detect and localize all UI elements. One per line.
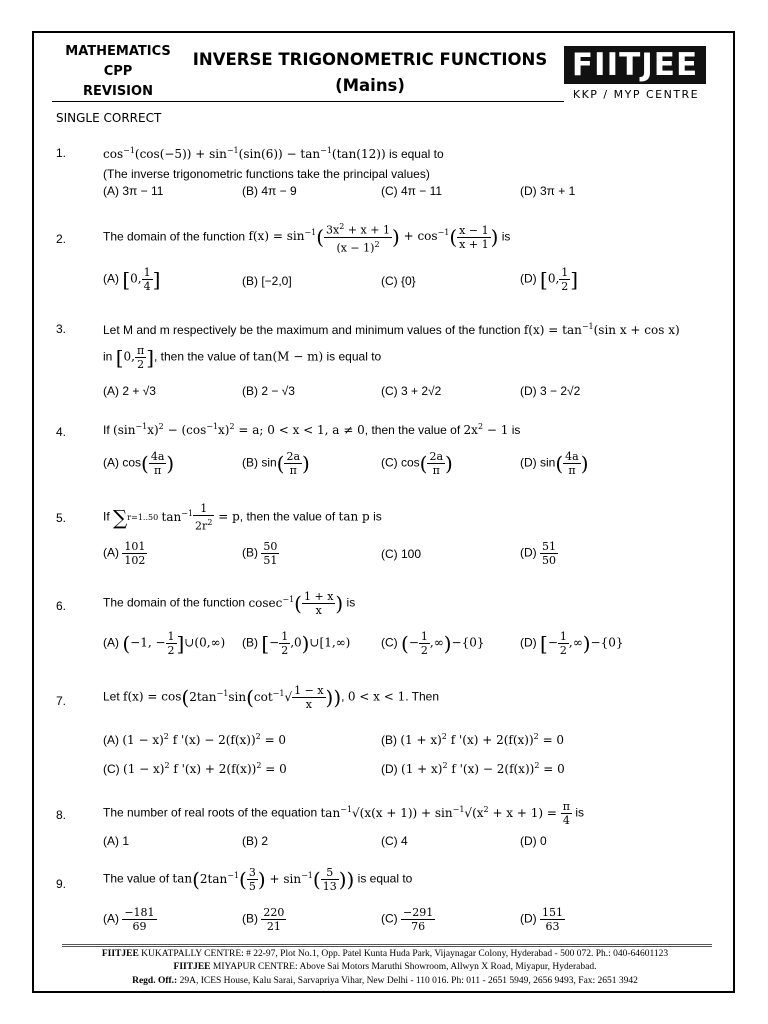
option-d: (D) 3 − 2√2 [520, 384, 581, 398]
footer-miyapur: FIITJEE MIYAPUR CENTRE: Above Sai Motors Maruthi Showroom, Allwyn X Road, Miyapur, Hyderabad. [173, 962, 597, 972]
centre-label: KKP / MYP CENTRE [572, 88, 700, 101]
option-c: (C) $(1 - x)^2$ f '$(x) + 2(f(x))^2 = 0$ [103, 761, 287, 776]
option-d: (D) sin( $\frac{4a}{\pi}$ ) [520, 450, 589, 477]
option-a: (A) cos( $\frac{4a}{\pi}$ ) [103, 450, 175, 477]
question-3-text-cont: in [0, $\frac{\pi}{2}$ ], then the value of tan(M − m) is equal to [103, 344, 382, 371]
page-title: INVERSE TRIGONOMETRIC FUNCTIONS [192, 50, 548, 69]
option-b: (B) 2 − √3 [242, 384, 295, 398]
question-number: 3. [56, 322, 67, 336]
option-a: (A) $\frac{-181}{69}$ [103, 906, 155, 933]
question-2-text: The domain of the function $f(x) = \sin^{-1}$( $\frac{3x^2 + x + 1}{(x - 1)^2}$ ) + $\cos^{-1}$( $\frac{x - 1}{x + 1}$ ) is [103, 222, 511, 255]
option-d: (D) [− $\frac{1}{2}$ ,∞)−{0} [520, 630, 624, 657]
footer-kukatpally: FIITJEE KUKATPALLY CENTRE: # 22-97, Plot No.1, Opp. Patel Kunta Huda Park, Vijaynagar Colony, Hyderabad - 500 072. Ph.: 040-64601123 [101, 949, 669, 959]
option-c: (C) {0} [381, 274, 416, 288]
question-9-text: The value of $\tan(2\tan^{-1}$( $\frac{3}{5}$ ) + $\sin^{-1}$( $\frac{5}{13}$ )) is equal to [103, 866, 413, 893]
question-1-text: $\cos^{-1}(\cos(-5)) + \sin^{-1}(\sin(6)) - \tan^{-1}(\tan(12))$ is equal to [103, 146, 444, 161]
question-number: 7. [56, 694, 67, 708]
option-b: (B) 2 [242, 834, 269, 848]
question-7-text: Let $f(x) = \cos(2\tan^{-1}\sin(\cot^{-1}√$ $\frac{1 - x}{x}$ )), 0 < x < 1. Then [103, 684, 440, 711]
question-number: 9. [56, 877, 67, 891]
option-c: (C) cos( $\frac{2a}{\pi}$ ) [381, 450, 453, 477]
option-b: (B) sin( $\frac{2a}{\pi}$ ) [242, 450, 310, 477]
cpp-label: CPP [103, 64, 133, 79]
question-number: 5. [56, 511, 67, 525]
page-subtitle: (Mains) [335, 76, 405, 95]
option-d: (D) $\frac{51}{50}$ [520, 540, 557, 567]
option-a: (A) $(1 - x)^2$ f '$(x) - 2(f(x))^2 = 0$ [103, 732, 287, 747]
option-d: (D) 0 [520, 834, 547, 848]
question-number: 2. [56, 232, 67, 246]
question-1-note: (The inverse trigonometric functions take the principal values) [103, 167, 430, 181]
option-c: (C) 4 [381, 834, 408, 848]
option-a: (A) (−1, − $\frac{1}{2}$ ]∪(0,∞) [103, 630, 226, 657]
question-4-text: If $(\sin^{-1}x)^2 - (\cos^{-1}x)^2 = a$; 0 < x < 1, a ≠ 0, then the value of $2x^2 - 1$ is [103, 422, 521, 437]
subject-label: MATHEMATICS [65, 44, 171, 59]
option-d: (D) $(1 + x)^2$ f '$(x) - 2(f(x))^2 = 0$ [381, 761, 565, 776]
question-3-text: Let M and m respectively be the maximum and minimum values of the function $f(x) = \tan^{-1}(\sin$ x + cos x) [103, 322, 680, 337]
option-d: (D) $\frac{151}{63}$ [520, 906, 564, 933]
question-8-text: The number of real roots of the equation $\tan^{-1}√(x(x + 1)) + \sin^{-1}√(x^2 + x + 1)$ = $\frac{\pi}{4}$ is [103, 800, 584, 827]
option-b: (B) $\frac{220}{21}$ [242, 906, 285, 933]
option-b: (B) $\frac{50}{51}$ [242, 540, 278, 567]
question-number: 6. [56, 599, 67, 613]
option-a: (A) 3π − 11 [103, 184, 164, 198]
question-number: 8. [56, 808, 67, 822]
option-c: (C) 4π − 11 [381, 184, 443, 198]
option-b: (B) $(1 + x)^2$ f '$(x) + 2(f(x))^2 = 0$ [381, 732, 565, 747]
section-heading: SINGLE CORRECT [56, 111, 162, 125]
option-c: (C) $\frac{-291}{76}$ [381, 906, 434, 933]
option-d: (D) 3π + 1 [520, 184, 576, 198]
option-c: (C) 3 + 2√2 [381, 384, 442, 398]
question-5-text: If ∑r=1..50 $\tan^{-1}$ $\frac{1}{2r^2}$ = p, then the value of tan p is [103, 502, 382, 533]
option-a: (A) $\frac{101}{102}$ [103, 540, 146, 567]
footer-regd-office: Regd. Off.: 29A, ICES House, Kalu Sarai, Sarvapriya Vihar, New Delhi - 110 016. Ph: 011 - 2651 5949, 2656 9493, Fax: 2651 3942 [132, 976, 638, 986]
option-a: (A) 2 + √3 [103, 384, 156, 398]
option-c: (C) 100 [381, 547, 422, 561]
fiitjee-logo: FIITJEE [564, 46, 706, 84]
question-number: 1. [56, 146, 67, 160]
footer-divider [62, 944, 712, 947]
option-b: (B) 4π − 9 [242, 184, 297, 198]
header-divider [52, 101, 564, 102]
option-d: (D) [0, $\frac{1}{2}$ ] [520, 266, 579, 293]
revision-label: REVISION [83, 84, 153, 99]
option-b: (B) [−2,0] [242, 274, 292, 288]
question-6-text: The domain of the function cosec$^{-1}$( $\frac{1 + x}{x}$ ) is [103, 590, 356, 617]
option-b: (B) [− $\frac{1}{2}$ ,0)∪[1,∞) [242, 630, 351, 657]
option-c: (C) (− $\frac{1}{2}$ ,∞)−{0} [381, 630, 485, 657]
option-a: (A) 1 [103, 834, 130, 848]
option-a: (A) [0, $\frac{1}{4}$ ] [103, 266, 161, 293]
question-number: 4. [56, 425, 67, 439]
